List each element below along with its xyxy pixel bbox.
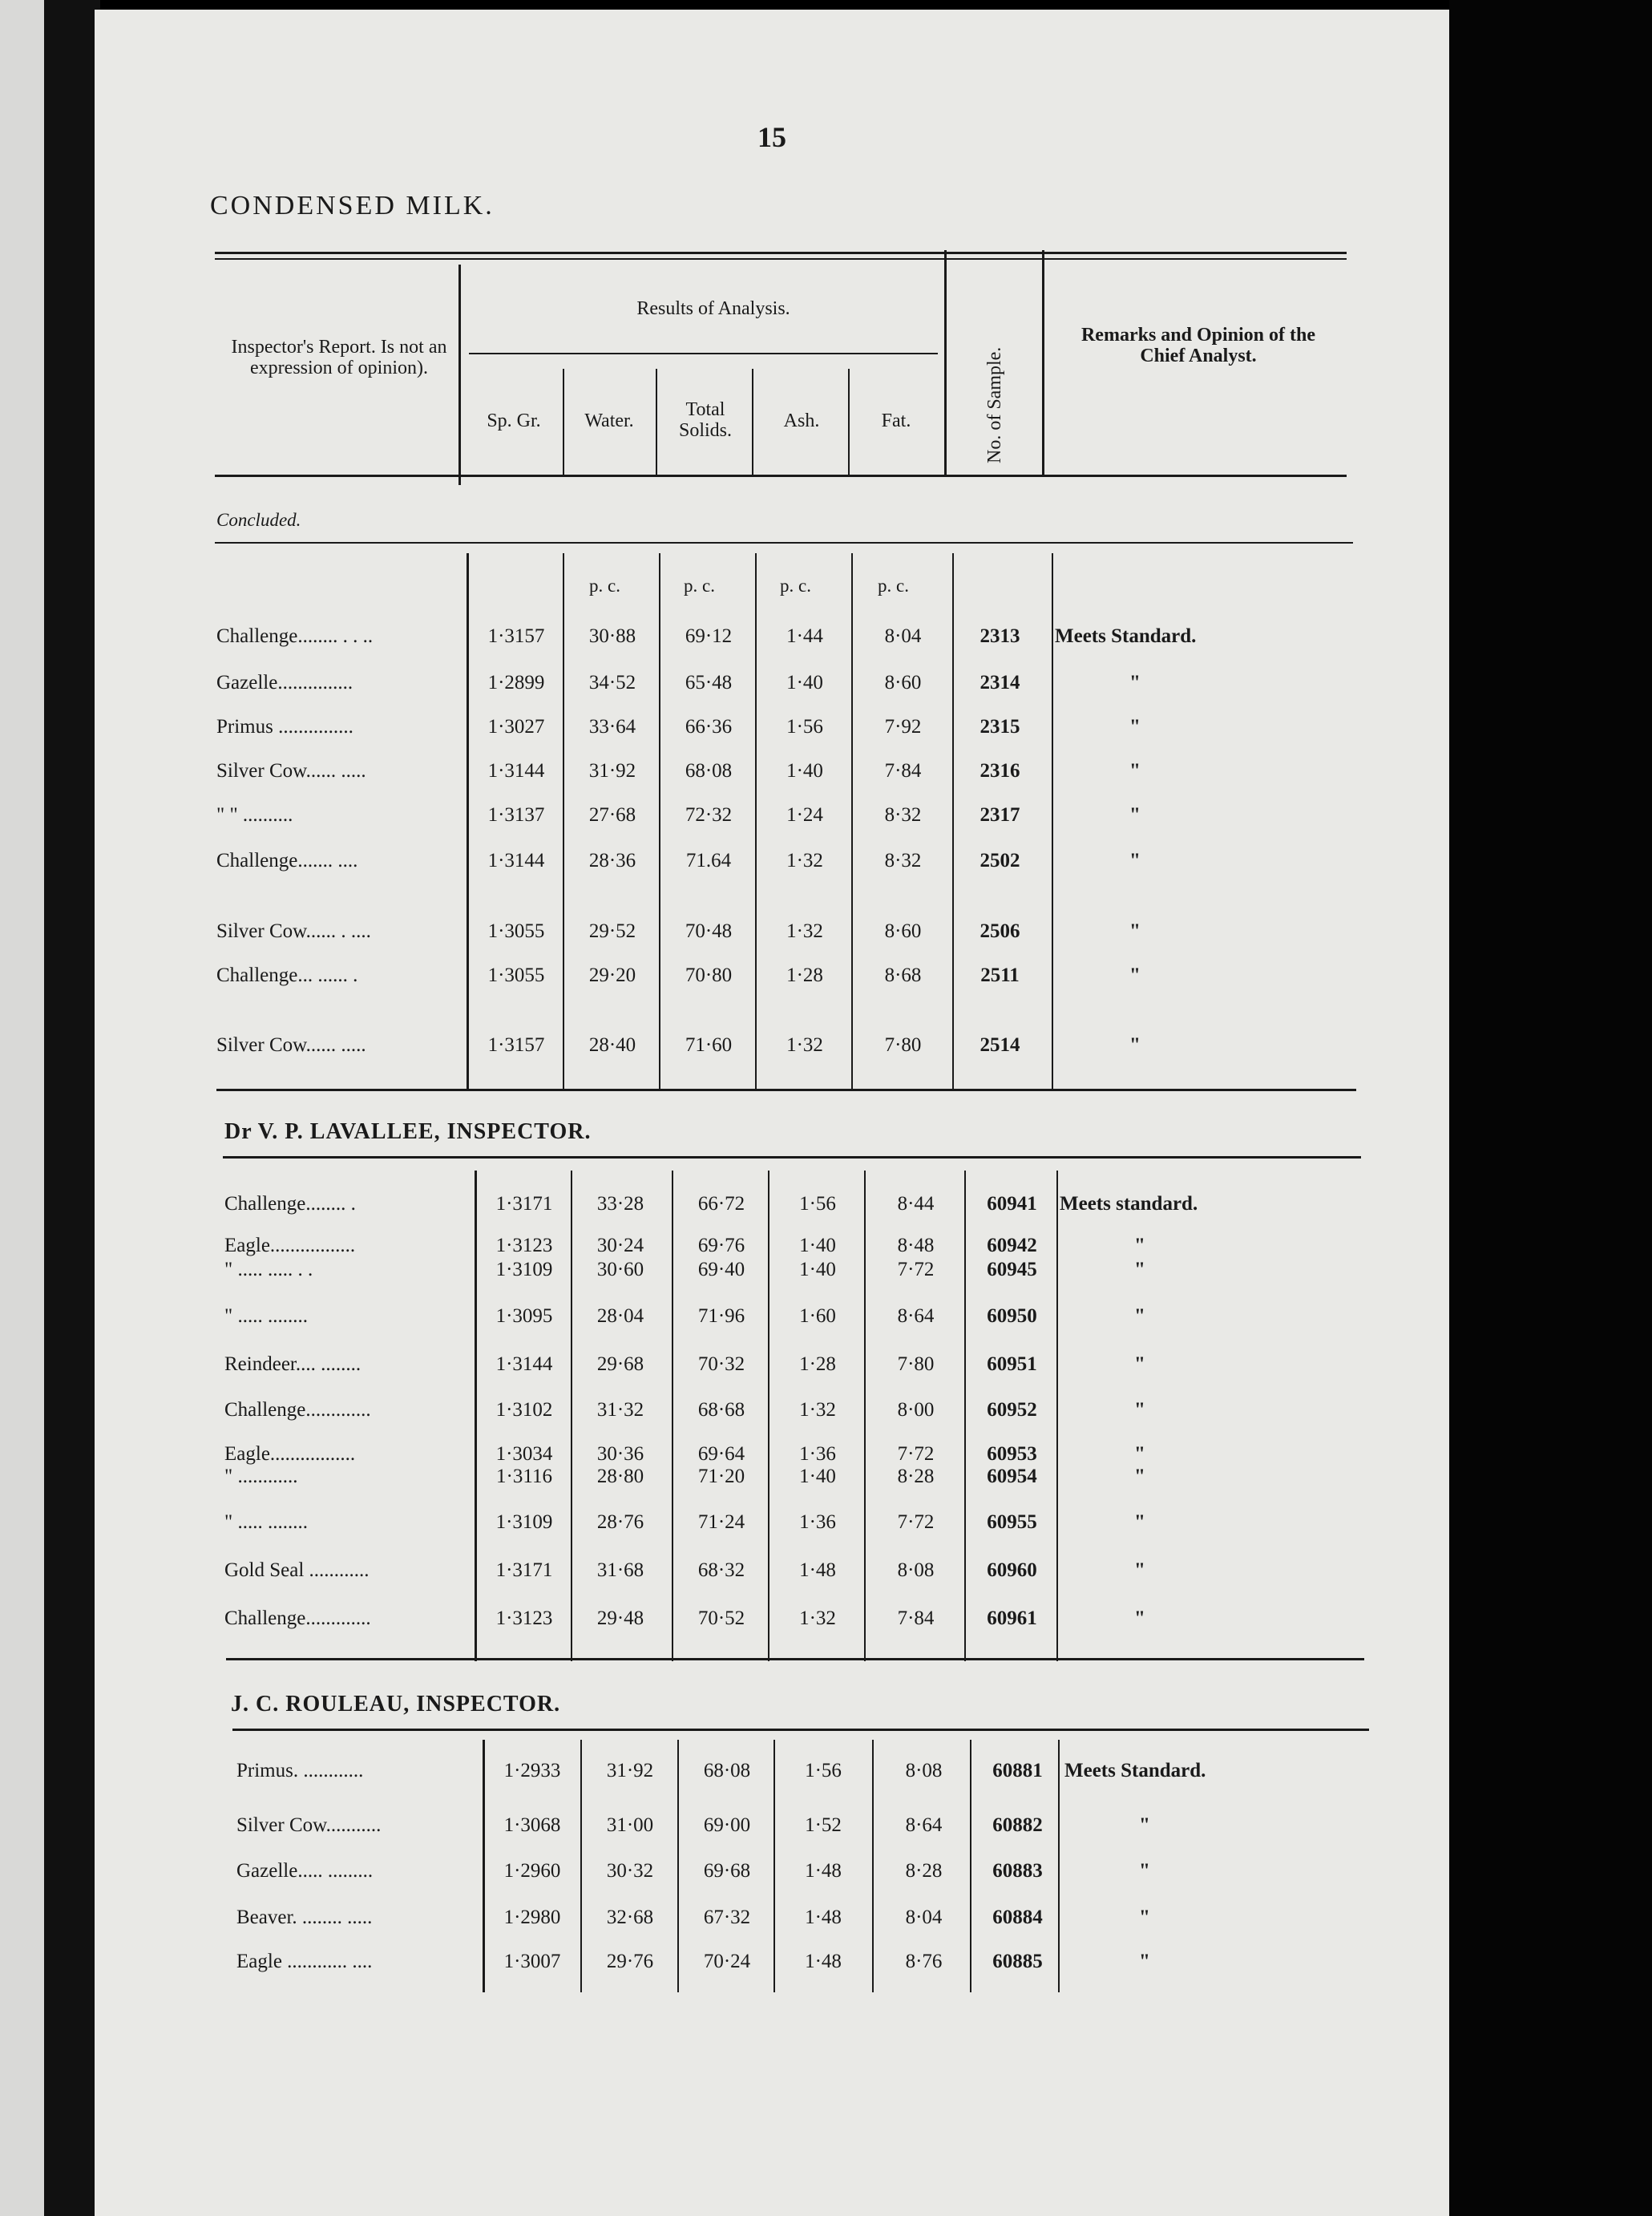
- brand-name: Beaver. ........ .....: [236, 1907, 373, 1928]
- cell-remark: ": [1129, 672, 1141, 694]
- cell-water: 30·32: [606, 1860, 654, 1882]
- section-title-rouleau: J. C. ROULEAU, INSPECTOR.: [231, 1692, 561, 1717]
- results-rule: [469, 353, 938, 354]
- pc-unit-solids: p. c.: [684, 576, 715, 596]
- cell-spgr: 1·3144: [487, 850, 545, 871]
- cell-spgr: 1·3123: [495, 1235, 553, 1256]
- cell-sample: 2313: [979, 625, 1020, 647]
- cell-ash: 1·40: [799, 1235, 836, 1256]
- concluded-rule: [215, 542, 1353, 544]
- cell-remark: ": [1129, 716, 1141, 738]
- cell-sample: 60960: [987, 1559, 1037, 1581]
- section-rule: [226, 1658, 1364, 1660]
- concluded-label: Concluded.: [216, 510, 301, 530]
- cell-spgr: 1·3137: [487, 804, 545, 826]
- cell-remark: Meets standard.: [1060, 1193, 1198, 1215]
- cell-ash: 1·24: [786, 804, 823, 826]
- header-divider: [848, 369, 850, 477]
- cell-solids: 69·68: [703, 1860, 751, 1882]
- cell-ash: 1·32: [799, 1399, 836, 1421]
- cell-water: 31·68: [596, 1559, 644, 1581]
- cell-sample: 2514: [979, 1034, 1020, 1056]
- cell-remark: ": [1134, 1443, 1145, 1465]
- cell-ash: 1·60: [799, 1305, 836, 1327]
- cell-sample: 60883: [992, 1860, 1043, 1882]
- cell-fat: 7·84: [897, 1607, 935, 1629]
- cell-ash: 1·56: [799, 1193, 836, 1215]
- cell-fat: 7·84: [884, 760, 922, 782]
- cell-water: 30·24: [596, 1235, 644, 1256]
- cell-fat: 8·32: [884, 804, 922, 826]
- cell-remark: ": [1134, 1559, 1145, 1581]
- cell-sample: 60881: [992, 1760, 1043, 1781]
- cell-ash: 1·28: [786, 964, 823, 986]
- pc-unit-water: p. c.: [589, 576, 620, 596]
- cell-remark: ": [1134, 1235, 1145, 1256]
- cell-remark: ": [1134, 1353, 1145, 1375]
- brand-name: Challenge... ...... .: [216, 964, 358, 986]
- cell-fat: 8·64: [905, 1814, 943, 1836]
- cell-solids: 70·24: [703, 1951, 751, 1972]
- cell-fat: 8·68: [884, 964, 922, 986]
- brand-name: Silver Cow...... .....: [216, 1034, 366, 1056]
- header-divider: [944, 250, 947, 475]
- cell-ash: 1·40: [799, 1466, 836, 1487]
- header-ash: Ash.: [783, 410, 820, 431]
- cell-water: 28·76: [596, 1511, 644, 1533]
- cell-sample: 60884: [992, 1907, 1043, 1928]
- cell-remark: ": [1134, 1305, 1145, 1327]
- brand-name: Eagle.................: [224, 1443, 356, 1465]
- brand-name: Primus. ............: [236, 1760, 364, 1781]
- cell-remark: ": [1134, 1511, 1145, 1533]
- cell-sample: 60954: [987, 1466, 1037, 1487]
- header-divider: [1042, 250, 1044, 475]
- cell-solids: 68·32: [697, 1559, 745, 1581]
- cell-sample: 2506: [979, 920, 1020, 942]
- cell-fat: 7·72: [897, 1443, 935, 1465]
- cell-spgr: 1·3144: [495, 1353, 553, 1375]
- cell-fat: 8·04: [905, 1907, 943, 1928]
- cell-fat: 8·64: [897, 1305, 935, 1327]
- cell-water: 31·92: [606, 1760, 654, 1781]
- cell-spgr: 1·3102: [495, 1399, 553, 1421]
- cell-fat: 7·92: [884, 716, 922, 738]
- cell-remark: ": [1134, 1399, 1145, 1421]
- cell-sample: 2511: [980, 964, 1020, 986]
- brand-name: Challenge.............: [224, 1399, 371, 1421]
- cell-ash: 1·36: [799, 1443, 836, 1465]
- cell-ash: 1·48: [805, 1907, 842, 1928]
- cell-water: 28·40: [588, 1034, 636, 1056]
- cell-water: 29·52: [588, 920, 636, 942]
- cell-solids: 70·32: [697, 1353, 745, 1375]
- cell-spgr: 1·3095: [495, 1305, 553, 1327]
- pc-unit-fat: p. c.: [878, 576, 909, 596]
- cell-sample: 60882: [992, 1814, 1043, 1836]
- brand-name: Silver Cow...... . ....: [216, 920, 371, 942]
- cell-sample: 60950: [987, 1305, 1037, 1327]
- cell-spgr: 1·3055: [487, 964, 545, 986]
- cell-spgr: 1·3109: [495, 1511, 553, 1533]
- brand-name: Challenge........ .: [224, 1193, 356, 1215]
- cell-spgr: 1·3171: [495, 1559, 553, 1581]
- cell-fat: 8·44: [897, 1193, 935, 1215]
- cell-ash: 1·48: [799, 1559, 836, 1581]
- header-sp-gr: Sp. Gr.: [487, 410, 541, 431]
- cell-water: 28·80: [596, 1466, 644, 1487]
- cell-remark: ": [1129, 964, 1141, 986]
- brand-name: Gazelle...............: [216, 672, 353, 694]
- cell-water: 30·60: [596, 1259, 644, 1280]
- header-top-rule-2: [215, 258, 1347, 260]
- column-line: [1052, 553, 1053, 1090]
- cell-sample: 2316: [979, 760, 1020, 782]
- cell-spgr: 1·2980: [503, 1907, 561, 1928]
- cell-fat: 7·80: [897, 1353, 935, 1375]
- page-heading: CONDENSED MILK.: [210, 191, 495, 220]
- cell-spgr: 1·3171: [495, 1193, 553, 1215]
- cell-remark: ": [1129, 920, 1141, 942]
- brand-name: Eagle ............ ....: [236, 1951, 373, 1972]
- cell-remark: ": [1139, 1860, 1150, 1882]
- header-results-of-analysis: Results of Analysis.: [636, 298, 790, 319]
- cell-sample: 60885: [992, 1951, 1043, 1972]
- cell-fat: 8·76: [905, 1951, 943, 1972]
- cell-solids: 68·08: [685, 760, 733, 782]
- cell-fat: 8·00: [897, 1399, 935, 1421]
- cell-remark: ": [1129, 850, 1141, 871]
- header-divider: [752, 369, 753, 477]
- cell-water: 32·68: [606, 1907, 654, 1928]
- cell-water: 29·48: [596, 1607, 644, 1629]
- cell-spgr: 1·3116: [496, 1466, 552, 1487]
- cell-water: 30·88: [588, 625, 636, 647]
- header-bottom-rule: [215, 475, 1347, 477]
- cell-spgr: 1·3157: [487, 625, 545, 647]
- cell-fat: 8·04: [884, 625, 922, 647]
- brand-name: " ..... ..... . .: [224, 1259, 313, 1280]
- scan-background: [1449, 0, 1652, 2216]
- cell-fat: 7·80: [884, 1034, 922, 1056]
- cell-solids: 65·48: [685, 672, 733, 694]
- cell-spgr: 1·3034: [495, 1443, 553, 1465]
- cell-fat: 8·48: [897, 1235, 935, 1256]
- cell-solids: 70·48: [685, 920, 733, 942]
- cell-ash: 1·32: [786, 1034, 823, 1056]
- brand-name: " " ..........: [216, 804, 293, 826]
- cell-remark: ": [1139, 1907, 1150, 1928]
- cell-ash: 1·44: [786, 625, 823, 647]
- cell-ash: 1·40: [786, 672, 823, 694]
- cell-water: 34·52: [588, 672, 636, 694]
- brand-name: Eagle.................: [224, 1235, 356, 1256]
- cell-sample: 60941: [987, 1193, 1037, 1215]
- page-number: 15: [757, 121, 786, 153]
- cell-solids: 69·64: [697, 1443, 745, 1465]
- cell-fat: 8·08: [905, 1760, 943, 1781]
- cell-ash: 1·32: [799, 1607, 836, 1629]
- header-divider: [656, 369, 657, 477]
- cell-remark: ": [1139, 1951, 1150, 1972]
- cell-sample: 60952: [987, 1399, 1037, 1421]
- brand-name: Primus ...............: [216, 716, 353, 738]
- cell-spgr: 1·3123: [495, 1607, 553, 1629]
- brand-name: Reindeer.... ........: [224, 1353, 362, 1375]
- cell-sample: 60955: [987, 1511, 1037, 1533]
- cell-solids: 71·20: [697, 1466, 745, 1487]
- cell-remark: Meets Standard.: [1055, 625, 1197, 647]
- cell-solids: 68·68: [697, 1399, 745, 1421]
- cell-remark: ": [1134, 1466, 1145, 1487]
- header-divider: [458, 265, 461, 485]
- cell-remark: ": [1129, 760, 1141, 782]
- header-remarks: Remarks and Opinion of the Chief Analyst.: [1080, 325, 1316, 366]
- cell-remark: ": [1134, 1259, 1145, 1280]
- brand-name: Silver Cow...... .....: [216, 760, 366, 782]
- section-rule: [223, 1156, 1361, 1159]
- cell-sample: 2502: [979, 850, 1020, 871]
- brand-name: Gazelle..... .........: [236, 1860, 374, 1882]
- cell-sample: 2314: [979, 672, 1020, 694]
- cell-water: 29·68: [596, 1353, 644, 1375]
- cell-ash: 1·32: [786, 920, 823, 942]
- header-fat: Fat.: [881, 410, 911, 431]
- cell-ash: 1·28: [799, 1353, 836, 1375]
- cell-remark: ": [1134, 1607, 1145, 1629]
- cell-water: 31·32: [596, 1399, 644, 1421]
- cell-ash: 1·36: [799, 1511, 836, 1533]
- cell-spgr: 1·3144: [487, 760, 545, 782]
- cell-ash: 1·56: [786, 716, 823, 738]
- cell-solids: 71·96: [697, 1305, 745, 1327]
- cell-water: 29·20: [588, 964, 636, 986]
- cell-spgr: 1·3007: [503, 1951, 561, 1972]
- cell-fat: 8·28: [905, 1860, 943, 1882]
- brand-name: Challenge.............: [224, 1607, 371, 1629]
- cell-spgr: 1·3157: [487, 1034, 545, 1056]
- cell-spgr: 1·3068: [503, 1814, 561, 1836]
- cell-fat: 7·72: [897, 1511, 935, 1533]
- header-water: Water.: [584, 410, 634, 431]
- cell-water: 28·36: [588, 850, 636, 871]
- cell-fat: 7·72: [897, 1259, 935, 1280]
- cell-water: 27·68: [588, 804, 636, 826]
- cell-sample: 2315: [979, 716, 1020, 738]
- cell-solids: 69·12: [685, 625, 733, 647]
- cell-sample: 60942: [987, 1235, 1037, 1256]
- cell-fat: 8·32: [884, 850, 922, 871]
- cell-ash: 1·40: [799, 1259, 836, 1280]
- section-rule: [232, 1729, 1369, 1731]
- section-title-lavallee: Dr V. P. LAVALLEE, INSPECTOR.: [224, 1119, 592, 1144]
- cell-solids: 72·32: [685, 804, 733, 826]
- brand-name: Challenge....... ....: [216, 850, 358, 871]
- brand-name: " ............: [224, 1466, 298, 1487]
- cell-solids: 71·24: [697, 1511, 745, 1533]
- header-no-of-sample: No. of Sample.: [984, 346, 1005, 463]
- cell-remark: ": [1129, 1034, 1141, 1056]
- cell-fat: 8·08: [897, 1559, 935, 1581]
- cell-ash: 1·56: [805, 1760, 842, 1781]
- cell-water: 30·36: [596, 1443, 644, 1465]
- cell-spgr: 1·3027: [487, 716, 545, 738]
- brand-name: Challenge........ . . ..: [216, 625, 374, 647]
- cell-spgr: 1·3109: [495, 1259, 553, 1280]
- brand-name: " ..... ........: [224, 1511, 308, 1533]
- cell-fat: 8·60: [884, 672, 922, 694]
- cell-ash: 1·32: [786, 850, 823, 871]
- cell-fat: 8·60: [884, 920, 922, 942]
- pc-unit-ash: p. c.: [780, 576, 811, 596]
- cell-solids: 66·72: [697, 1193, 745, 1215]
- cell-solids: 67·32: [703, 1907, 751, 1928]
- cell-water: 33·28: [596, 1193, 644, 1215]
- cell-spgr: 1·2960: [503, 1860, 561, 1882]
- cell-solids: 71·60: [685, 1034, 733, 1056]
- cell-remark: ": [1129, 804, 1141, 826]
- cell-solids: 68·08: [703, 1760, 751, 1781]
- cell-sample: 60953: [987, 1443, 1037, 1465]
- brand-name: " ..... ........: [224, 1305, 308, 1327]
- cell-remark: ": [1139, 1814, 1150, 1836]
- cell-solids: 71.64: [685, 850, 732, 871]
- cell-spgr: 1·3055: [487, 920, 545, 942]
- header-inspector-report: Inspector's Report. Is not an expression of opinion).: [231, 337, 447, 378]
- cell-ash: 1·48: [805, 1860, 842, 1882]
- cell-water: 31·92: [588, 760, 636, 782]
- cell-remark: Meets Standard.: [1064, 1760, 1206, 1781]
- binding-shadow: [44, 0, 100, 2216]
- cell-water: 28·04: [596, 1305, 644, 1327]
- cell-water: 29·76: [606, 1951, 654, 1972]
- section-rule: [216, 1089, 1356, 1091]
- cell-sample: 60951: [987, 1353, 1037, 1375]
- cell-spgr: 1·2933: [503, 1760, 561, 1781]
- header-total-solids: Total Solids.: [678, 399, 733, 441]
- cell-sample: 60961: [987, 1607, 1037, 1629]
- cell-solids: 69·40: [697, 1259, 745, 1280]
- cell-solids: 66·36: [685, 716, 733, 738]
- cell-water: 33·64: [588, 716, 636, 738]
- header-top-rule: [215, 252, 1347, 254]
- cell-fat: 8·28: [897, 1466, 935, 1487]
- cell-solids: 69·76: [697, 1235, 745, 1256]
- cell-solids: 70·80: [685, 964, 733, 986]
- cell-solids: 69·00: [703, 1814, 751, 1836]
- cell-solids: 70·52: [697, 1607, 745, 1629]
- cell-spgr: 1·2899: [487, 672, 545, 694]
- cell-ash: 1·48: [805, 1951, 842, 1972]
- cell-ash: 1·40: [786, 760, 823, 782]
- brand-name: Gold Seal ............: [224, 1559, 370, 1581]
- cell-sample: 2317: [979, 804, 1020, 826]
- cell-ash: 1·52: [805, 1814, 842, 1836]
- cell-sample: 60945: [987, 1259, 1037, 1280]
- cell-water: 31·00: [606, 1814, 654, 1836]
- brand-name: Silver Cow...........: [236, 1814, 382, 1836]
